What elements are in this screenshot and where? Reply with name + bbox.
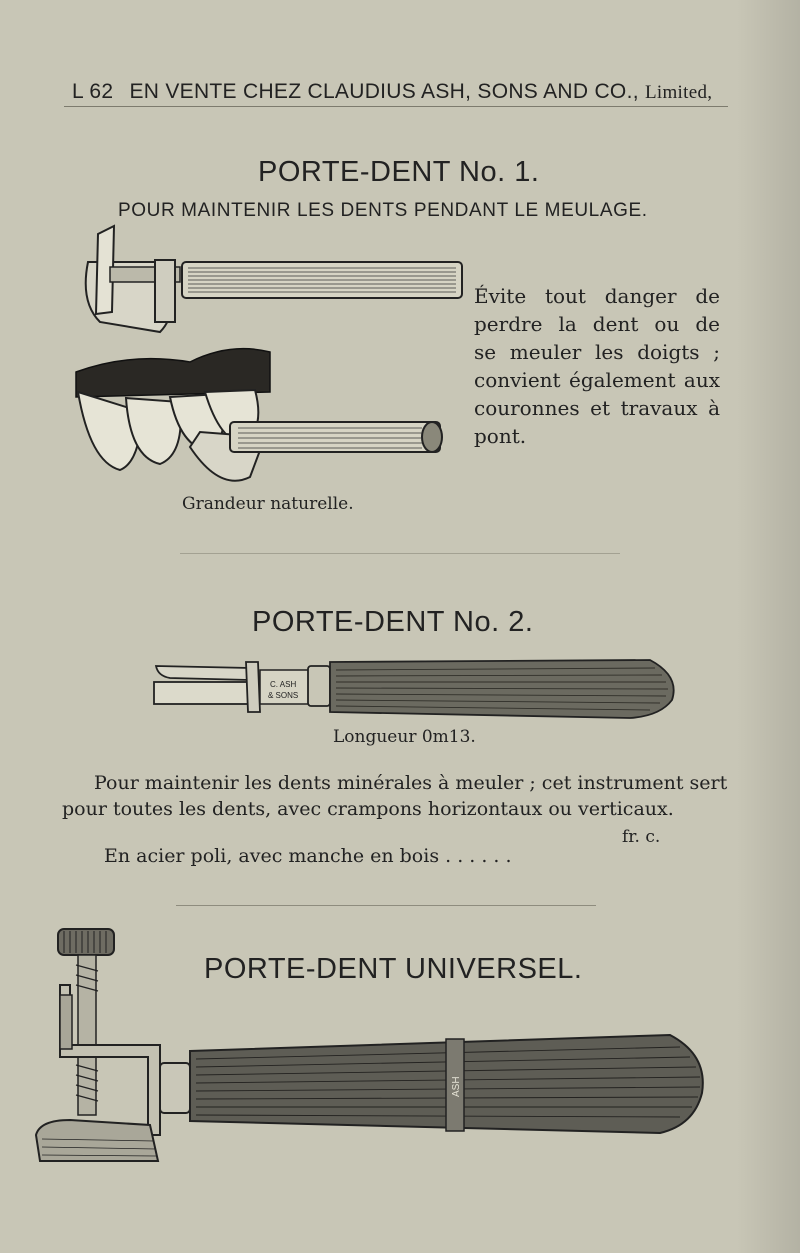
section1-title: PORTE-DENT No. 1. bbox=[258, 156, 540, 188]
section2-caption: Longueur 0m13. bbox=[333, 727, 476, 747]
section-divider-1 bbox=[180, 553, 620, 554]
section3-title: PORTE-DENT UNIVERSEL. bbox=[204, 953, 583, 985]
price-column-header: fr. c. bbox=[622, 827, 661, 847]
header-limited: Limited, bbox=[644, 82, 713, 103]
section2-desc-line-1: Pour maintenir les dents minérales à meuler ; cet instrument sert bbox=[94, 772, 728, 794]
section1-desc-line-4: convient également aux bbox=[474, 368, 720, 392]
section1-subtitle: POUR MAINTENIR LES DENTS PENDANT LE MEULAGE. bbox=[118, 200, 648, 221]
header-rule bbox=[64, 106, 728, 107]
engraving-sons: & SONS bbox=[268, 691, 299, 700]
section1-caption: Grandeur naturelle. bbox=[182, 494, 354, 514]
section2-title: PORTE-DENT No. 2. bbox=[252, 606, 534, 638]
engraving-ash: ASH bbox=[451, 1076, 462, 1097]
section2-desc-line-2: pour toutes les dents, avec crampons horizontaux ou verticaux. bbox=[62, 798, 674, 820]
universal-tooth-holder-illustration bbox=[30, 925, 710, 1170]
tooth-holder-illustration-2 bbox=[150, 656, 680, 718]
header-text: EN VENTE CHEZ CLAUDIUS ASH, SONS AND CO., bbox=[129, 80, 639, 103]
section1-desc-line-2: perdre la dent ou de bbox=[474, 312, 720, 336]
engraving-c-ash: C. ASH bbox=[270, 680, 297, 689]
section2-price-item: En acier poli, avec manche en bois . . . . . . bbox=[104, 845, 512, 867]
section1-desc-line-3: se meuler les doigts ; bbox=[474, 340, 720, 364]
section-divider-2 bbox=[176, 905, 596, 906]
page-header bbox=[72, 80, 732, 104]
section1-desc-line-1: Évite tout danger de bbox=[474, 284, 720, 308]
tooth-holder-illustration-1 bbox=[70, 222, 470, 492]
section1-desc-line-5: couronnes et travaux à bbox=[474, 396, 720, 420]
section1-desc-line-6: pont. bbox=[474, 424, 527, 448]
page-number: L 62 bbox=[72, 80, 114, 103]
